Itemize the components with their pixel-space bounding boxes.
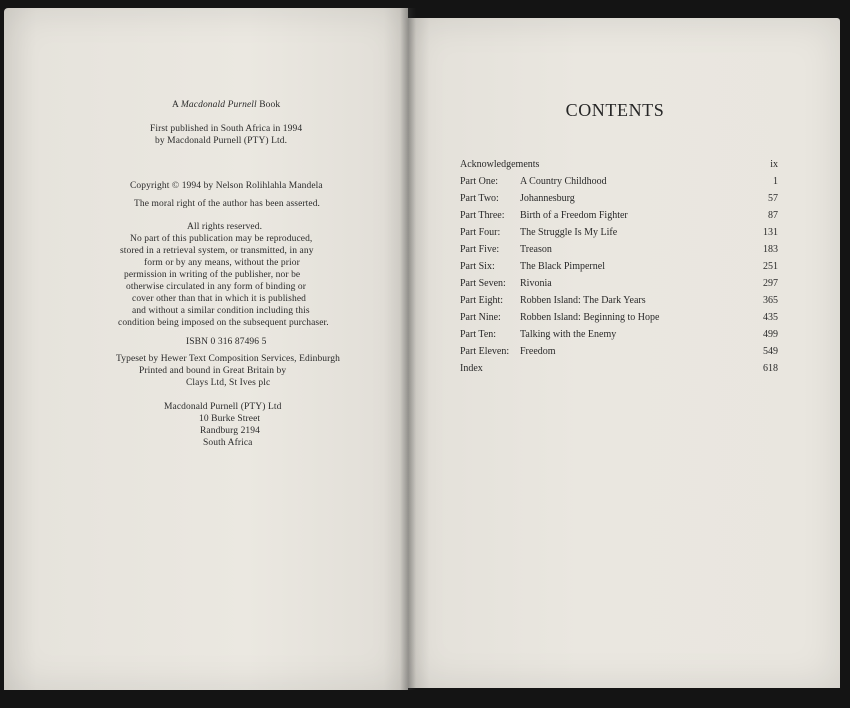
- rights-line: condition being imposed on the subsequent purchaser.: [118, 318, 329, 328]
- toc-entry: Part Seven: Rivonia 297: [460, 278, 778, 289]
- toc-entry-index: Index 618: [460, 363, 778, 374]
- address-line: 10 Burke Street: [199, 414, 261, 424]
- isbn-line: ISBN 0 316 87496 5: [186, 337, 267, 347]
- copyright-line: Copyright © 1994 by Nelson Rolihlahla Mandela: [130, 181, 323, 191]
- toc-entry: Part Three: Birth of a Freedom Fighter 87: [460, 210, 778, 221]
- first-published-line-1: First published in South Africa in 1994: [150, 124, 303, 134]
- rights-line: No part of this publication may be reproduced,: [130, 234, 313, 244]
- rights-line: otherwise circulated in any form of binding or: [126, 282, 307, 292]
- toc-entry: Part Eight: Robben Island: The Dark Years 365: [460, 295, 778, 306]
- rights-line: cover other than that in which it is published: [132, 294, 306, 304]
- toc-entry: Part Ten: Talking with the Enemy 499: [460, 329, 778, 340]
- toc-entry: Part Four: The Struggle Is My Life 131: [460, 227, 778, 238]
- rights-line: All rights reserved.: [187, 222, 263, 232]
- address-line: Macdonald Purnell (PTY) Ltd: [164, 402, 282, 412]
- printer-line: Clays Ltd, St Ives plc: [186, 378, 271, 388]
- toc-entry: Part Five: Treason 183: [460, 244, 778, 255]
- typeset-line: Typeset by Hewer Text Composition Services, Edinburgh: [116, 354, 340, 364]
- contents-heading: CONTENTS: [565, 100, 665, 120]
- toc-entry-acknowledgements: Acknowledgements ix: [460, 159, 778, 170]
- toc-entry: Part Eleven: Freedom 549: [460, 346, 778, 357]
- rights-line: form or by any means, without the prior: [144, 258, 300, 268]
- rights-line: stored in a retrieval system, or transmitted, in any: [120, 246, 314, 256]
- toc-entry: Part Two: Johannesburg 57: [460, 193, 778, 204]
- address-line: South Africa: [203, 438, 253, 448]
- toc-entry: Part One: A Country Childhood 1: [460, 176, 778, 187]
- publisher-book-line: A Macdonald Purnell Book: [172, 100, 281, 110]
- first-published-line-2: by Macdonald Purnell (PTY) Ltd.: [155, 136, 288, 146]
- rights-line: permission in writing of the publisher, nor be: [124, 270, 301, 280]
- toc-entry: Part Nine: Robben Island: Beginning to Hope 435: [460, 312, 778, 323]
- address-line: Randburg 2194: [200, 426, 260, 436]
- printed-line: Printed and bound in Great Britain by: [139, 366, 287, 376]
- book-gutter: [400, 8, 416, 690]
- toc-entry: Part Six: The Black Pimpernel 251: [460, 261, 778, 272]
- moral-right-line: The moral right of the author has been asserted.: [134, 199, 321, 209]
- table-of-contents: [460, 156, 778, 377]
- rights-line: and without a similar condition including this: [132, 306, 310, 316]
